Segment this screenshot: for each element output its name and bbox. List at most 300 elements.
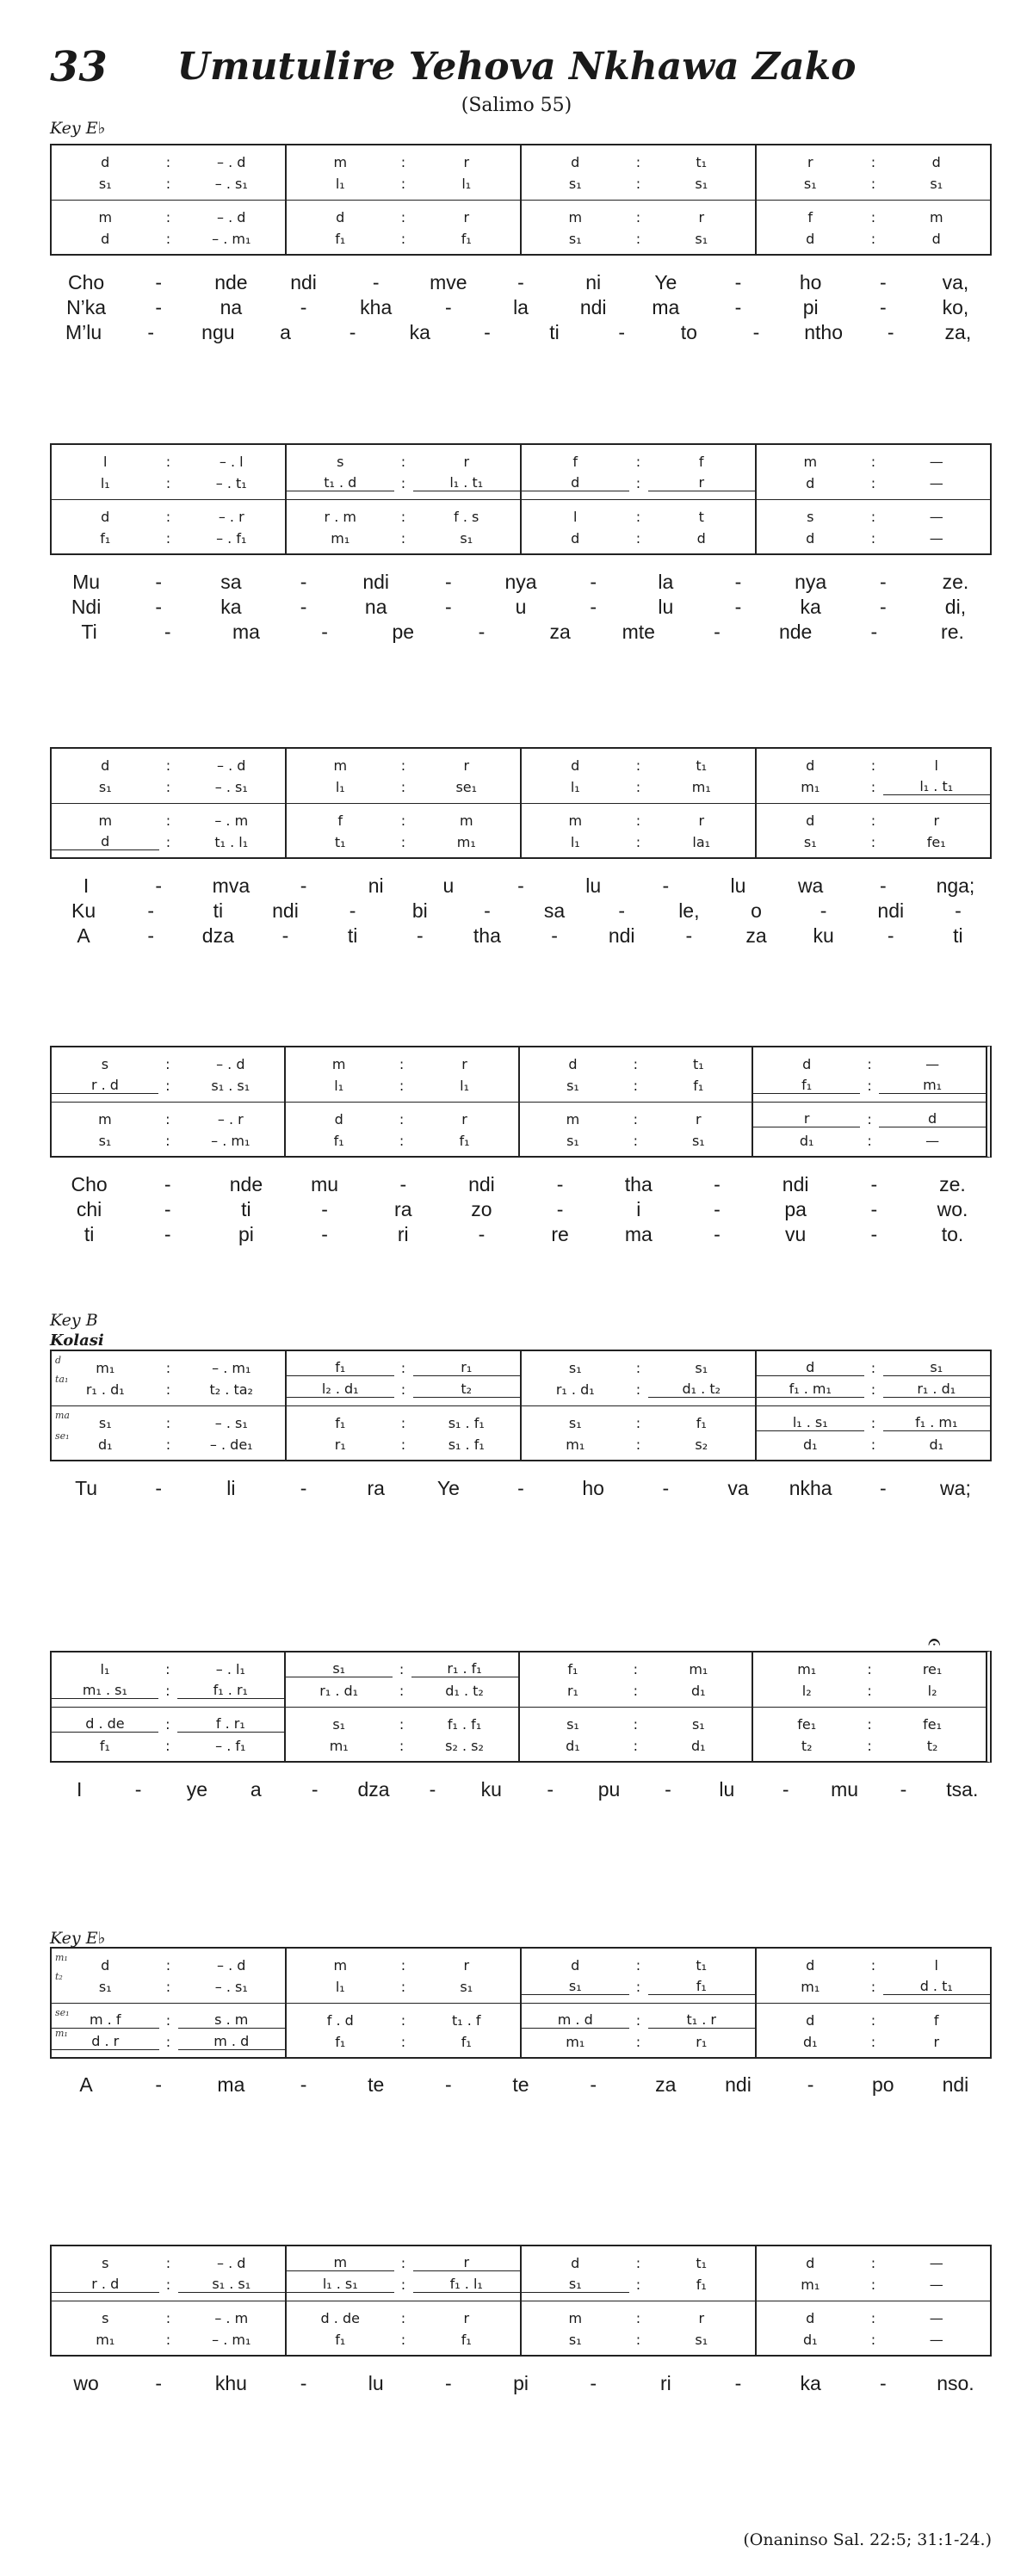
voice-divider <box>52 803 285 804</box>
note-group: r₁ . d₁ <box>883 1381 991 1398</box>
music-staff <box>50 1651 992 1763</box>
beat-separator: : <box>165 1737 170 1754</box>
note-group: d₁ . t₂ <box>648 1381 756 1398</box>
note-group: f . s <box>454 508 479 525</box>
note-group: d₁ <box>566 1737 580 1754</box>
note-group: f₁ <box>567 1660 578 1677</box>
measure <box>520 1652 754 1761</box>
beat-separator: : <box>635 757 641 774</box>
lyric-syllable: ma <box>232 621 260 643</box>
voice-notes <box>757 1435 990 1454</box>
note-group: r <box>753 1110 860 1127</box>
beat-separator: : <box>635 833 641 850</box>
syllable-hyphen: - <box>300 2073 307 2096</box>
voice-notes <box>522 229 755 248</box>
beat-separator: : <box>165 2011 171 2029</box>
beat-separator: : <box>400 508 406 525</box>
note-group: s₁ <box>332 1715 346 1733</box>
beat-separator: : <box>635 1978 641 1995</box>
syllable-hyphen: - <box>887 924 894 947</box>
voice-notes <box>753 1736 986 1755</box>
note-group: s₁ <box>691 1715 705 1733</box>
lyric-syllable: sa <box>220 571 242 593</box>
note-group: f₁ <box>459 1132 470 1149</box>
note-group: d <box>522 474 629 491</box>
note-group: – . r <box>217 1110 244 1127</box>
lyric-syllable: ni <box>368 874 384 897</box>
footnote: (Onaninso Sal. 22:5; 31:1-24.) <box>743 2530 992 2549</box>
note-group: r₁ . d₁ <box>85 1381 125 1398</box>
lyric-syllable: ri <box>659 2372 671 2394</box>
note-group: d <box>336 208 345 225</box>
beat-separator: : <box>400 757 406 774</box>
note-group: d . de <box>320 2309 360 2326</box>
voice-notes <box>52 152 285 171</box>
beat-separator: : <box>165 153 171 170</box>
note-group: – . d <box>217 208 246 225</box>
lyric-syllable: ndi <box>290 271 317 293</box>
lyric-syllable: pi <box>238 1223 254 1245</box>
note-group: r <box>933 2033 940 2050</box>
beat-separator: : <box>400 2254 406 2271</box>
note-group: f . r₁ <box>177 1715 284 1733</box>
note-group: m₁ <box>691 778 711 795</box>
syllable-hyphen: - <box>147 899 155 922</box>
note-group: s₁ . s₁ <box>211 1077 251 1094</box>
lyric-syllable: zo <box>471 1198 492 1220</box>
syllable-hyphen: - <box>155 1477 163 1499</box>
note-group: d <box>806 757 815 774</box>
lyric-syllable: nya <box>504 571 537 593</box>
lyric-syllable: re. <box>941 621 964 643</box>
beat-separator: : <box>870 208 876 225</box>
beat-separator: : <box>165 2254 171 2271</box>
note-group: f₁ <box>333 1132 344 1149</box>
note-group: fe₁ <box>926 833 946 850</box>
note-group: f₁ <box>696 2276 707 2293</box>
note-group: s₁ <box>695 175 708 192</box>
note-group: s₁ <box>568 175 582 192</box>
beat-separator: : <box>633 1055 639 1072</box>
note-group: m <box>566 1110 580 1127</box>
note-group: s₁ <box>695 1359 708 1376</box>
voice-notes <box>520 1681 752 1700</box>
lyric-syllable: wo <box>73 2372 99 2394</box>
beat-separator: : <box>635 778 641 795</box>
syllable-hyphen: - <box>300 1477 307 1499</box>
lyric-syllable: nso. <box>937 2372 974 2394</box>
lyric-syllable: ni <box>585 271 602 293</box>
voice-divider <box>757 803 990 804</box>
measure <box>287 445 522 553</box>
music-staff <box>50 1350 992 1461</box>
note-group: s₁ <box>286 1660 393 1677</box>
note-group: d <box>931 230 941 247</box>
note-group: s . m <box>178 2011 286 2029</box>
lyric-syllable: te <box>368 2073 385 2096</box>
lyric-line <box>50 2073 992 2097</box>
syllable-hyphen: - <box>879 2372 887 2394</box>
syllable-hyphen: - <box>164 621 171 643</box>
note-group: m₁ <box>801 2276 820 2293</box>
lyric-syllable: kha <box>360 296 393 318</box>
voice-divider <box>52 499 285 500</box>
voice-notes <box>522 2253 755 2272</box>
measure <box>522 749 757 857</box>
note-group: m₁ <box>566 1436 585 1453</box>
lyrics-block <box>50 2073 992 2097</box>
lyric-syllable: a <box>250 1778 262 1801</box>
note-group: f₁ <box>287 1359 394 1376</box>
note-group: f₁ . f₁ <box>447 1715 482 1733</box>
lyric-line <box>50 1172 992 1197</box>
voice-divider <box>520 1102 752 1103</box>
note-group: s₁ <box>522 2276 629 2293</box>
syllable-hyphen: - <box>734 571 742 593</box>
note-group: d <box>101 230 110 247</box>
note-group: d <box>571 1956 580 1974</box>
beat-separator: : <box>635 529 641 547</box>
voice-notes <box>757 832 990 851</box>
note-group: d₁ . t₂ <box>445 1682 484 1699</box>
voice-divider <box>287 2003 520 2004</box>
lyric-syllable: Tu <box>75 1477 98 1499</box>
lyric-syllable: ndi <box>725 2073 752 2096</box>
note-group: m . f <box>52 2011 159 2029</box>
beat-separator: : <box>165 208 171 225</box>
measure <box>522 445 757 553</box>
lyric-syllable: ho <box>799 271 822 293</box>
music-staff <box>50 144 992 256</box>
note-group: – . s₁ <box>214 1978 248 1995</box>
syllable-hyphen: - <box>484 899 491 922</box>
voice-divider <box>757 1405 990 1406</box>
voice-notes <box>52 1977 285 1996</box>
lyrics-block <box>50 570 992 645</box>
beat-separator: : <box>635 230 641 247</box>
note-group: r₁ . d₁ <box>555 1381 595 1398</box>
lyric-syllable: Mu <box>72 571 101 593</box>
beat-separator: : <box>867 1055 872 1072</box>
note-group: f₁ . m₁ <box>757 1381 864 1398</box>
voice-notes <box>757 2275 990 2294</box>
beat-separator: : <box>165 1414 171 1431</box>
note-group: d₁ <box>802 2033 818 2050</box>
lyric-syllable: mu <box>831 1778 859 1801</box>
beat-separator: : <box>400 230 406 247</box>
voice-notes <box>52 2330 285 2349</box>
voice-notes <box>757 2011 990 2029</box>
note-group: s₁ <box>568 1359 582 1376</box>
note-group: m₁ <box>456 833 476 850</box>
voice-notes <box>522 152 755 171</box>
note-group: f . d <box>326 2011 354 2029</box>
note-group: – . m₁ <box>212 230 251 247</box>
voice-notes <box>757 229 990 248</box>
note-group: l₂ <box>801 1682 812 1699</box>
measure <box>287 1949 522 2057</box>
voice-divider <box>287 499 520 500</box>
note-group: d <box>806 529 815 547</box>
beat-separator: : <box>165 1055 170 1072</box>
syllable-hyphen: - <box>547 1778 554 1801</box>
music-staff <box>50 747 992 859</box>
measure <box>52 749 287 857</box>
syllable-hyphen: - <box>300 874 307 897</box>
lyric-syllable: to <box>680 321 697 343</box>
voice-tag: ma <box>55 1410 70 1421</box>
voice-notes <box>757 473 990 492</box>
syllable-hyphen: - <box>445 2372 452 2394</box>
syllable-hyphen: - <box>155 271 163 293</box>
note-group: — <box>929 2254 943 2271</box>
lyric-syllable: lu <box>658 596 674 618</box>
lyric-syllable: na <box>364 596 387 618</box>
voice-notes <box>520 1659 752 1678</box>
note-group: t <box>698 508 704 525</box>
lyrics-block <box>50 1476 992 1501</box>
voice-notes <box>287 2308 520 2327</box>
lyric-syllable: wa <box>797 874 824 897</box>
note-group: m₁ <box>797 1660 817 1677</box>
lyric-syllable: chi <box>76 1198 102 1220</box>
syllable-hyphen: - <box>311 1778 319 1801</box>
measure <box>52 1047 286 1156</box>
lyric-syllable: ma <box>624 1223 653 1245</box>
lyric-syllable: pi <box>802 296 819 318</box>
lyric-syllable: pa <box>784 1198 807 1220</box>
note-group: m <box>459 812 473 829</box>
note-group: – . s₁ <box>214 1414 248 1431</box>
note-group: m <box>568 812 583 829</box>
beat-separator: : <box>400 1359 406 1376</box>
lyric-syllable: nde <box>778 621 813 643</box>
measure <box>522 145 757 254</box>
voice-notes <box>522 528 755 547</box>
lyric-syllable: po <box>872 2073 894 2096</box>
voice-divider <box>520 1707 752 1708</box>
note-group: m₁ <box>689 1660 708 1677</box>
note-group: l₁ . t₁ <box>883 778 991 795</box>
note-group: l₁ . t₁ <box>413 474 521 491</box>
note-group: t₂ <box>926 1737 938 1754</box>
voice-notes <box>522 2011 755 2029</box>
beat-separator: : <box>165 230 171 247</box>
syllable-hyphen: - <box>900 1778 907 1801</box>
note-group: m₁ <box>331 529 350 547</box>
note-group: s₁ <box>98 778 112 795</box>
voice-notes <box>287 174 520 193</box>
lyric-syllable: ku <box>480 1778 502 1801</box>
beat-separator: : <box>870 1381 876 1398</box>
beat-separator: : <box>870 474 876 491</box>
voice-notes <box>52 777 285 796</box>
voice-notes <box>522 2308 755 2327</box>
syllable-hyphen: - <box>685 924 693 947</box>
note-group: r <box>463 2309 470 2326</box>
lyric-syllable: khu <box>214 2372 247 2394</box>
lyric-syllable: wo. <box>937 1198 968 1220</box>
syllable-hyphen: - <box>662 874 670 897</box>
note-group: f <box>933 2011 939 2029</box>
note-group: r <box>696 1110 702 1127</box>
voice-notes <box>287 452 520 471</box>
voice-notes <box>522 1380 755 1399</box>
note-group: l <box>934 757 938 774</box>
beat-separator: : <box>870 812 876 829</box>
voice-divider <box>522 499 755 500</box>
lyric-syllable: I <box>83 874 90 897</box>
syllable-hyphen: - <box>820 899 827 922</box>
voice-notes <box>522 507 755 526</box>
beat-separator: : <box>635 453 641 470</box>
voice-divider <box>757 499 990 500</box>
note-group: s₁ <box>930 175 943 192</box>
note-group: f₁ <box>100 529 111 547</box>
voice-notes <box>287 1435 520 1454</box>
note-group: d <box>757 1359 864 1376</box>
voice-notes <box>757 1977 990 1996</box>
note-group: s <box>102 2254 109 2271</box>
lyric-line <box>50 1476 992 1501</box>
beat-separator: : <box>870 529 876 547</box>
note-group: r <box>463 153 470 170</box>
measure <box>52 445 287 553</box>
note-group: r . m <box>324 508 356 525</box>
lyric-syllable: ma <box>652 296 680 318</box>
note-group: r₁ <box>334 1436 346 1453</box>
lyric-syllable: i <box>636 1198 641 1220</box>
measure <box>286 1047 520 1156</box>
note-group: l₁ <box>334 1077 344 1094</box>
beat-separator: : <box>635 2276 641 2293</box>
syllable-hyphen: - <box>484 321 491 343</box>
note-group: s₁ . f₁ <box>448 1414 485 1431</box>
lyric-syllable: Cho <box>71 1173 108 1195</box>
voice-notes <box>52 1435 285 1454</box>
lyric-syllable: sa <box>543 899 566 922</box>
lyric-syllable: M’lu <box>65 321 102 343</box>
hymn-title: Umutulire Yehova Nkhawa Zako <box>176 45 857 89</box>
beat-separator: : <box>870 2309 876 2326</box>
lyric-syllable: ri <box>397 1223 409 1245</box>
voice-divider <box>757 2003 990 2004</box>
voice-notes <box>287 777 520 796</box>
syllable-hyphen: - <box>155 596 163 618</box>
note-group: s₁ . f₁ <box>448 1436 485 1453</box>
note-group: — <box>929 2309 943 2326</box>
lyric-syllable: za, <box>944 321 972 343</box>
lyric-syllable: wa; <box>940 1477 971 1499</box>
voice-divider <box>522 2003 755 2004</box>
note-group: s₁ <box>522 1978 629 1995</box>
beat-separator: : <box>400 833 406 850</box>
beat-separator: : <box>400 2011 406 2029</box>
voice-divider <box>286 1707 518 1708</box>
note-group: f <box>337 812 343 829</box>
voice-notes <box>52 1955 285 1974</box>
note-group: l₁ . s₁ <box>287 2276 394 2293</box>
voice-notes <box>287 1955 520 1974</box>
beat-separator: : <box>635 1359 641 1376</box>
syllable-hyphen: - <box>782 1778 789 1801</box>
voice-notes <box>522 1435 755 1454</box>
voice-notes <box>522 1977 755 1996</box>
note-group: f <box>572 453 578 470</box>
lyric-syllable: nkha <box>789 1477 832 1499</box>
note-group: – . d <box>217 2254 246 2271</box>
beat-separator: : <box>870 2011 876 2029</box>
voice-notes <box>757 207 990 226</box>
voice-notes <box>52 1736 284 1755</box>
lyric-syllable: re <box>551 1223 569 1245</box>
note-group: m <box>333 153 348 170</box>
syllable-hyphen: - <box>870 621 878 643</box>
note-group: r . d <box>52 2276 159 2293</box>
voice-notes <box>287 1358 520 1377</box>
lyric-syllable: Cho <box>67 271 105 293</box>
beat-separator: : <box>870 2033 876 2050</box>
lyric-syllable: la <box>513 296 529 318</box>
lyric-syllable: ndi <box>877 899 905 922</box>
note-group: d . t₁ <box>883 1978 991 1995</box>
note-group: — <box>929 2331 943 2348</box>
beat-separator: : <box>867 1132 872 1149</box>
voice-notes <box>287 1380 520 1399</box>
voice-notes <box>287 152 520 171</box>
voice-notes <box>757 811 990 830</box>
beat-separator: : <box>165 1715 170 1733</box>
note-group: m <box>331 1055 346 1072</box>
note-group: t₁ <box>696 2254 708 2271</box>
lyric-syllable: ma <box>217 2073 245 2096</box>
note-group: t₁ <box>334 833 346 850</box>
voice-divider <box>522 1405 755 1406</box>
beat-separator: : <box>165 833 171 850</box>
note-group: — <box>925 1055 940 1072</box>
voice-notes <box>757 174 990 193</box>
voice-divider <box>52 1707 284 1708</box>
voice-notes <box>757 452 990 471</box>
lyric-syllable: a <box>280 321 291 343</box>
key-label-third: Key E♭ <box>50 1929 106 1948</box>
lyric-syllable: tha <box>624 1173 653 1195</box>
lyric-syllable: A <box>77 924 90 947</box>
note-group: l₁ <box>100 1660 110 1677</box>
music-staff <box>50 1947 992 2059</box>
beat-separator: : <box>870 153 876 170</box>
beat-separator: : <box>165 1660 170 1677</box>
voice-notes <box>52 174 285 193</box>
beat-separator: : <box>399 1077 405 1094</box>
voice-notes <box>52 507 285 526</box>
voice-notes <box>52 832 285 851</box>
lyric-line <box>50 295 992 320</box>
beat-separator: : <box>867 1077 872 1094</box>
voice-notes <box>52 1714 284 1733</box>
note-group: — <box>929 2276 943 2293</box>
note-group: – . m₁ <box>211 1132 251 1149</box>
note-group: m <box>568 208 583 225</box>
syllable-hyphen: - <box>429 1778 436 1801</box>
voice-notes <box>520 1736 752 1755</box>
note-group: – . m <box>214 812 249 829</box>
syllable-hyphen: - <box>155 296 163 318</box>
lyric-syllable: ntho <box>804 321 843 343</box>
syllable-hyphen: - <box>590 596 597 618</box>
beat-separator: : <box>635 508 641 525</box>
voice-notes <box>757 756 990 775</box>
